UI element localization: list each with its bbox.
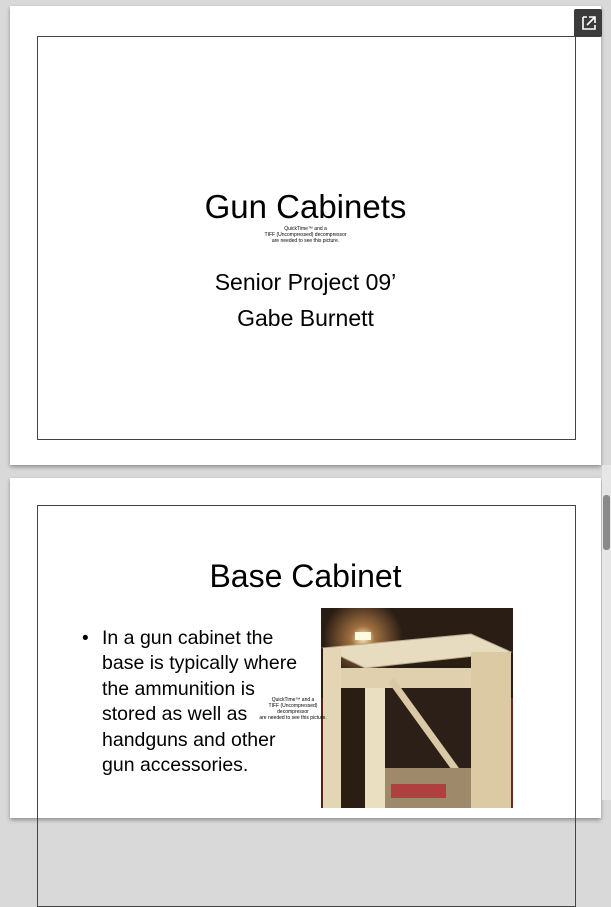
popout-button[interactable] bbox=[574, 9, 602, 37]
lamp-icon bbox=[355, 632, 371, 640]
slide-subtitle: Senior Project 09’ bbox=[214, 269, 397, 295]
slide-title: Gun Cabinets bbox=[204, 188, 407, 225]
slide-author: Gabe Burnett bbox=[237, 305, 374, 331]
notice-line: TIFF (Uncompressed) decompressor bbox=[264, 232, 347, 238]
notice-line: QuickTime™ and a bbox=[284, 226, 327, 232]
cabinet-photo bbox=[321, 608, 513, 808]
scrollbar-thumb[interactable] bbox=[603, 495, 610, 550]
notice-line: are needed to see this picture. bbox=[271, 238, 340, 244]
slide-title: Base Cabinet bbox=[209, 558, 402, 594]
notice-line: are needed to see this picture. bbox=[259, 715, 327, 721]
bullet-text: In a gun cabinet the base is typically where the ammunition is stored as well as handguns and other gun accessories. bbox=[102, 627, 298, 777]
cabinet-photo-image bbox=[321, 608, 513, 808]
quicktime-placeholder-notice bbox=[10, 226, 601, 244]
quicktime-placeholder-notice bbox=[258, 697, 328, 721]
notice-line: TIFF (Uncompressed) decompressor bbox=[268, 703, 318, 715]
bullet-marker: • bbox=[82, 628, 89, 649]
open-in-new-window-icon bbox=[574, 9, 602, 37]
slide-page-1 bbox=[10, 6, 601, 465]
notice-line: QuickTime™ and a bbox=[271, 697, 315, 703]
slide-page-2 bbox=[10, 478, 601, 818]
